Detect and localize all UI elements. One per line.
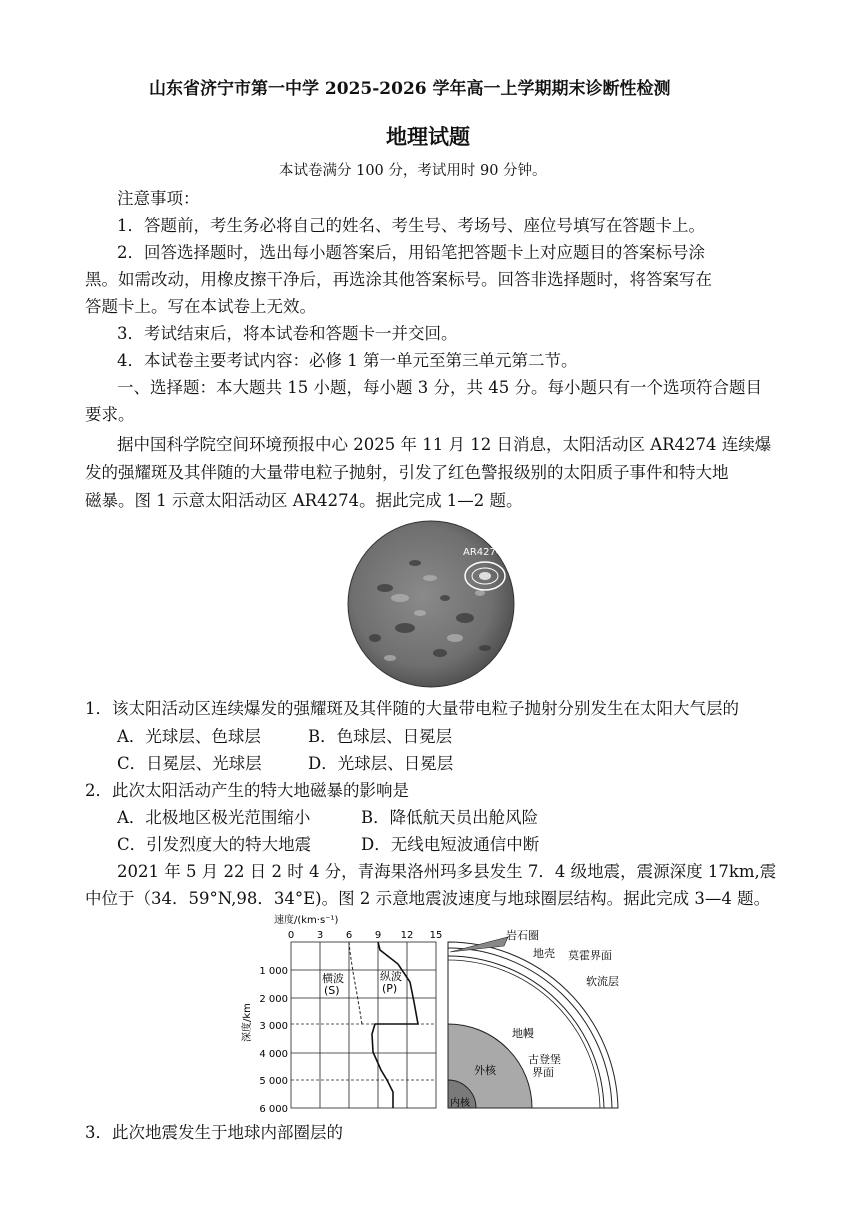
option-b: B．色球层、日冕层 — [308, 727, 453, 746]
depth-tick: 2 000 — [259, 994, 288, 1005]
question-stem: 2．此次太阳活动产生的特大地磁暴的影响是 — [85, 781, 409, 800]
option-c: C．引发烈度大的特大地震 — [117, 835, 312, 854]
speed-tick: 0 — [287, 930, 295, 941]
subject-title: 地理试题 — [386, 124, 470, 149]
question-stem: 1．该太阳活动区连续爆发的强耀斑及其伴随的大量带电粒子抛射分别发生在太阳大气层的 — [85, 699, 739, 718]
asthenosphere-label: 软流层 — [586, 975, 619, 988]
speed-tick: 12 — [400, 930, 414, 941]
note-item: 黑。如需改动，用橡皮擦干净后，再选涂其他答案标号。回答非选择题时，将答案写在 — [85, 270, 712, 289]
note-item: 答题卡上。写在本试卷上无效。 — [85, 297, 316, 316]
speed-axis-label: 速度/(km·s⁻¹) — [274, 915, 339, 926]
gutenberg-label: 古登堡 — [528, 1053, 561, 1066]
option-b: B．降低航天员出舱风险 — [361, 808, 539, 827]
speed-tick: 15 — [429, 930, 443, 941]
option-d: D．光球层、日冕层 — [308, 754, 454, 773]
notes-heading: 注意事项： — [117, 189, 200, 208]
moho-label: 莫霍界面 — [568, 949, 612, 962]
question-stem: 3．此次地震发生于地球内部圈层的 — [85, 1123, 343, 1142]
note-item: 2．回答选择题时，选出每小题答案后，用铅笔把答题卡上对应题目的答案标号涂 — [117, 243, 705, 262]
speed-tick: 9 — [374, 930, 382, 941]
active-region-label: AR4274 — [463, 547, 503, 558]
depth-tick: 4 000 — [259, 1049, 288, 1060]
note-item: 4．本试卷主要考试内容：必修 1 第一单元至第三单元第二节。 — [117, 351, 578, 370]
depth-tick: 3 000 — [259, 1021, 288, 1032]
option-c: C．日冕层、光球层 — [117, 754, 262, 773]
p-wave-label: 纵波 — [380, 970, 402, 983]
depth-tick: 1 000 — [259, 966, 288, 977]
speed-tick: 3 — [316, 930, 324, 941]
crust-label: 地壳 — [533, 947, 555, 960]
option-a: A．北极地区极光范围缩小 — [117, 808, 311, 827]
note-item: 3．考试结束后，将本试卷和答题卡一并交回。 — [117, 324, 458, 343]
earth-layers-diagram — [448, 937, 618, 1108]
school-title: 山东省济宁市第一中学 2025-2026 学年高一上学期期末诊断性检测 — [149, 79, 671, 99]
material-text: 发的强耀斑及其伴随的大量带电粒子抛射，引发了红色警报级别的太阳质子事件和特大地 — [85, 463, 729, 482]
exam-info: 本试卷满分 100 分，考试用时 90 分钟。 — [279, 163, 547, 179]
p-wave-curve — [372, 942, 418, 1108]
lithosphere-label: 岩石圈 — [506, 929, 539, 942]
section-heading: 一、选择题：本大题共 15 小题，每小题 3 分，共 45 分。每小题只有一个选项符合题目 — [117, 378, 762, 397]
material-text: 2021 年 5 月 22 日 2 时 4 分，青海果洛州玛多县发生 7．4 级地震，震源深度 17km,震 — [117, 862, 777, 881]
material-text: 中位于（34．59°N,98．34°E)。图 2 示意地震波速度与地球圈层结构。据此完成 3—4 题。 — [85, 889, 771, 908]
outer-core-label: 外核 — [474, 1064, 496, 1077]
s-wave-curve — [349, 942, 362, 1024]
option-d: D．无线电短波通信中断 — [361, 835, 540, 854]
gutenberg-label-cont: 界面 — [532, 1066, 554, 1079]
sun-figure — [345, 518, 517, 690]
seismic-figure — [238, 912, 628, 1120]
note-item: 1．答题前，考生务必将自己的姓名、考生号、考场号、座位号填写在答题卡上。 — [117, 216, 705, 235]
depth-tick: 5 000 — [259, 1076, 288, 1087]
mantle-label: 地幔 — [512, 1027, 534, 1040]
depth-tick: 6 000 — [259, 1104, 288, 1115]
chart-grid — [291, 942, 436, 1108]
s-wave-label: 横波 — [322, 972, 344, 985]
section-heading-cont: 要求。 — [85, 405, 135, 424]
p-wave-label-code: (P) — [382, 982, 398, 995]
inner-core-label: 内核 — [450, 1098, 470, 1109]
s-wave-label-code: (S) — [324, 984, 340, 997]
material-text: 磁暴。图 1 示意太阳活动区 AR4274。据此完成 1—2 题。 — [85, 491, 523, 510]
speed-tick: 6 — [345, 930, 353, 941]
option-a: A．光球层、色球层 — [117, 727, 261, 746]
material-text: 据中国科学院空间环境预报中心 2025 年 11 月 12 日消息，太阳活动区 AR4274 连续爆 — [117, 435, 772, 454]
depth-axis-label: 深度/km — [242, 1003, 253, 1042]
